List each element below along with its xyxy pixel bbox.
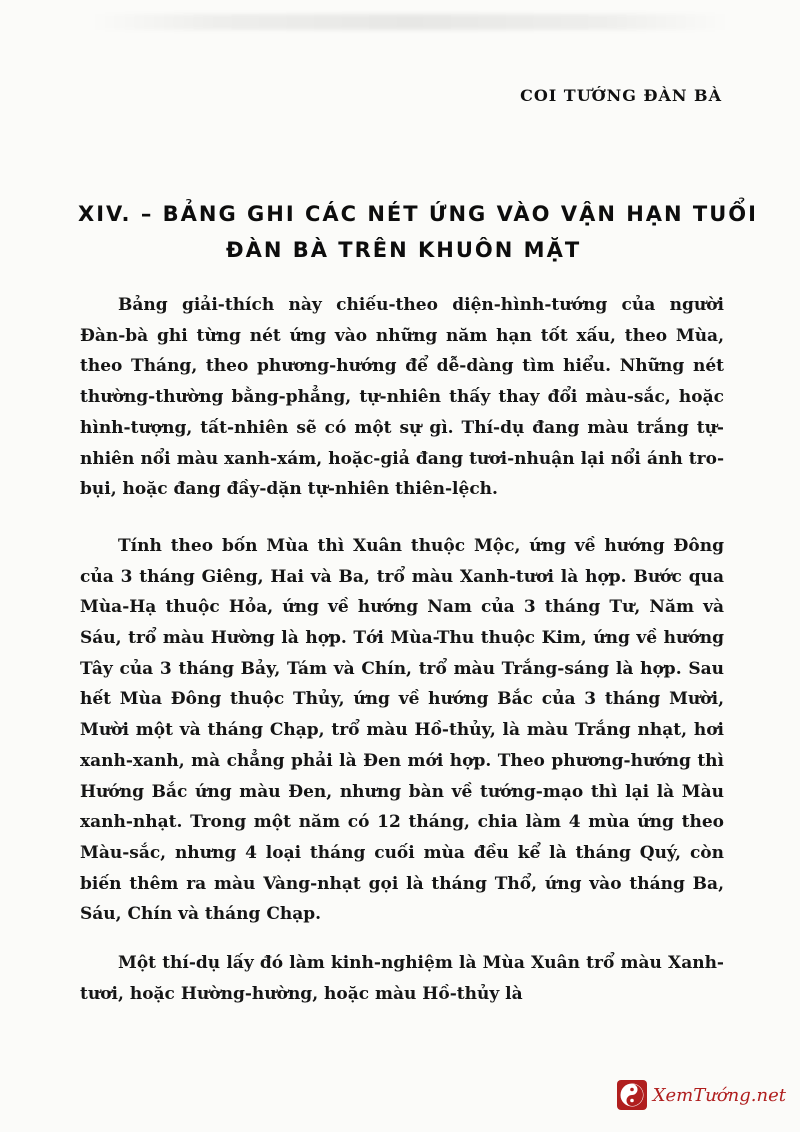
site-watermark <box>617 1078 786 1112</box>
scan-shadow <box>90 14 730 30</box>
body-text <box>80 290 724 1009</box>
watermark-text: XemTướng.net <box>652 1084 786 1106</box>
paragraph-1: Bảng giải-thích này chiếu-theo diện-hình-tướng của người Đàn-bà ghi từng nét ứng vào những năm hạn tốt xấu, theo Mùa, theo Tháng, theo phương-hướng để dễ-dàng tìm hiểu. Những nét thường-thường bằng-phẳng, tự-nhiên thấy thay đổi màu-sắc, hoặc hình-tượng, tất-nhiên sẽ có một sự gì. Thí-dụ đang màu trắng tự-nhiên nổi màu xanh-xám, hoặc-giả đang tươi-nhuận lại nổi ánh tro-bụi, hoặc đang đầy-dặn tự-nhiên thiên-lệch. <box>80 295 724 500</box>
running-head: COI TƯỚNG ĐÀN BÀ <box>520 86 722 105</box>
yin-yang-icon <box>617 1080 647 1110</box>
section-heading-line-1: XIV. – BẢNG GHI CÁC NÉT ỨNG VÀO VẬN HẠN TUỔI <box>78 202 758 226</box>
section-heading <box>78 196 758 268</box>
paragraph-3: Một thí-dụ lấy đó làm kinh-nghiệm là Mùa Xuân trổ màu Xanh-tươi, hoặc Hường-hường, hoặc màu Hồ-thủy là <box>80 953 724 1004</box>
section-heading-line-2: ĐÀN BÀ TRÊN KHUÔN MẶT <box>226 238 582 262</box>
paragraph-2: Tính theo bốn Mùa thì Xuân thuộc Mộc, ứng về hướng Đông của 3 tháng Giêng, Hai và Ba, trổ màu Xanh-tươi là hợp. Bước qua Mùa-Hạ thuộc Hỏa, ứng về hướng Nam của 3 tháng Tư, Năm và Sáu, trổ màu Hường là hợp. Tới Mùa-Thu thuộc Kim, ứng về hướng Tây của 3 tháng Bảy, Tám và Chín, trổ màu Trắng-sáng là hợp. Sau hết Mùa Đông thuộc Thủy, ứng về hướng Bắc của 3 tháng Mười, Mười một và tháng Chạp, trổ màu Hồ-thủy, là màu Trắng nhạt, hơi xanh-xanh, mà chẳng phải là Đen mới hợp. Theo phương-hướng thì Hướng Bắc ứng màu Đen, nhưng bàn về tướng-mạo thì lại là Màu xanh-nhạt. Trong một năm có 12 tháng, chia làm 4 mùa ứng theo Màu-sắc, nhưng 4 loại tháng cuối mùa đều kể là tháng Quý, còn biến thêm ra màu Vàng-nhạt gọi là tháng Thổ, ứng vào tháng Ba, Sáu, Chín và tháng Chạp. <box>80 535 724 925</box>
